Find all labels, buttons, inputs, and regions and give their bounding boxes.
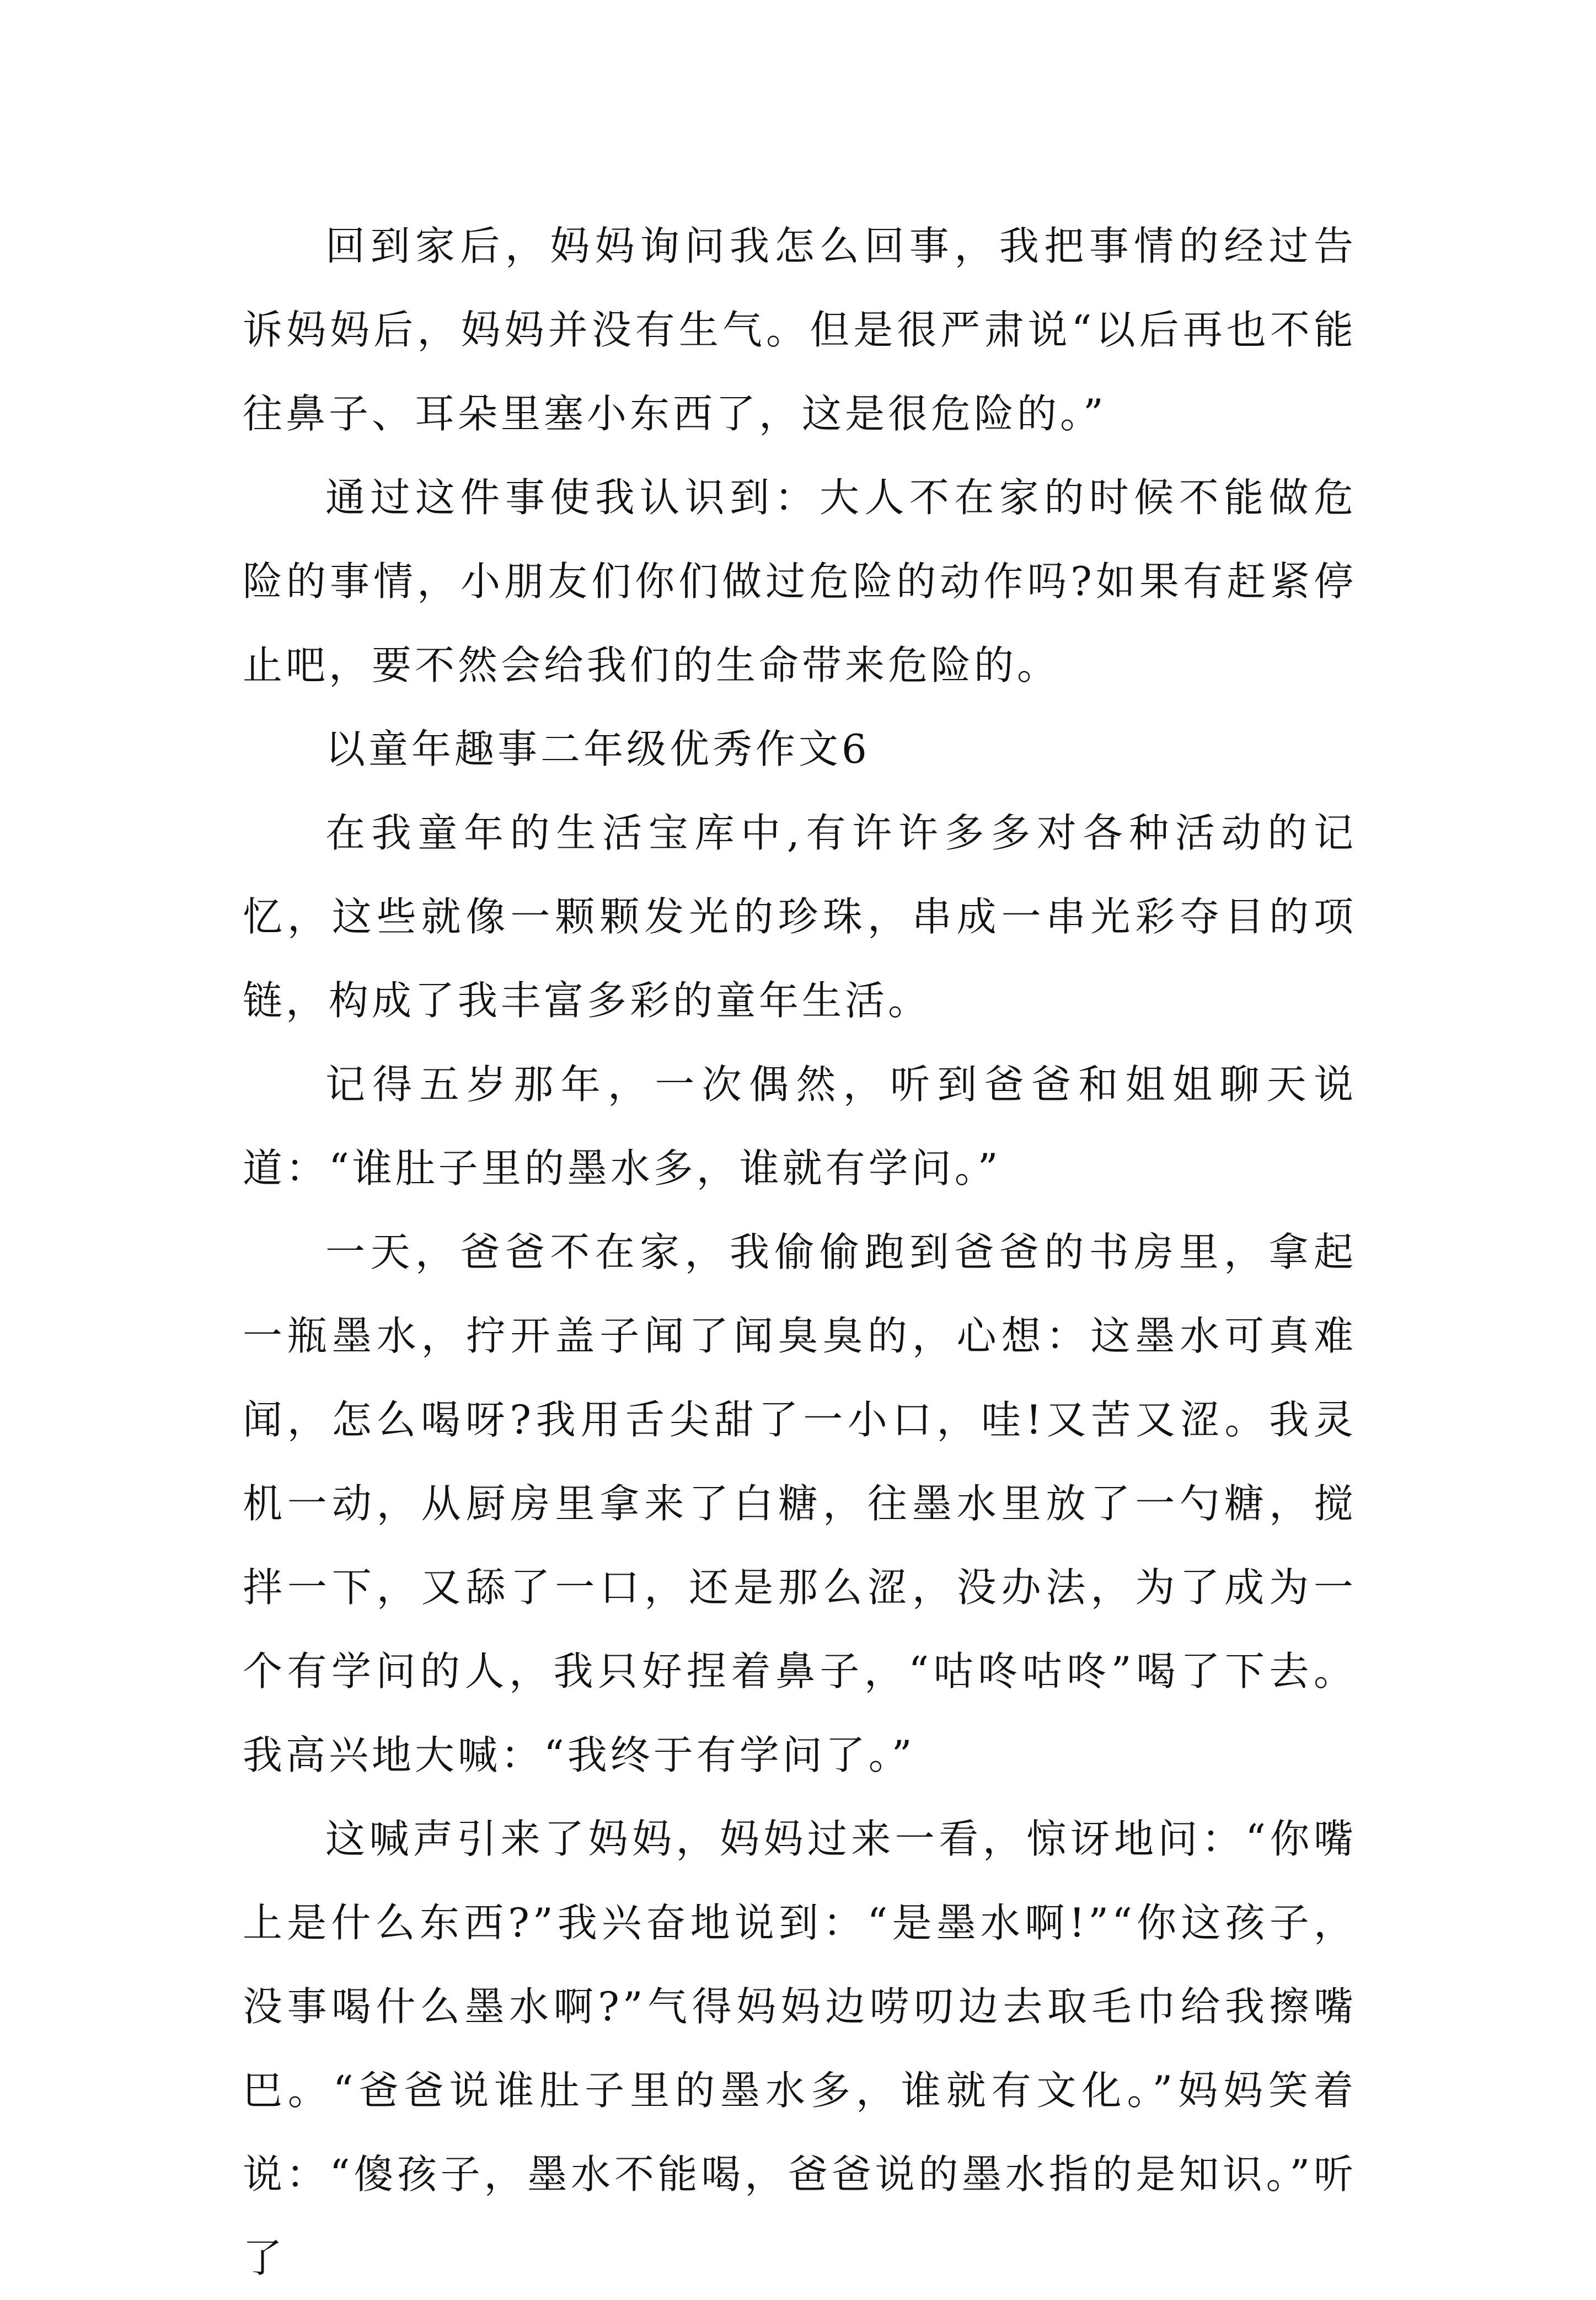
paragraph: 记得五岁那年，一次偶然，听到爸爸和姐姐聊天说道：“谁肚子里的墨水多，谁就有学问。” bbox=[243, 1061, 1357, 1191]
paragraph: 回到家后，妈妈询问我怎么回事，我把事情的经过告诉妈妈后，妈妈并没有生气。但是很严肃说“以后再也不能往鼻子、耳朵里塞小东西了，这是很危险的。” bbox=[243, 223, 1357, 437]
paragraph: 一天，爸爸不在家，我偷偷跑到爸爸的书房里，拿起一瓶墨水，拧开盖子闻了闻臭臭的，心想：这墨水可真难闻，怎么喝呀?我用舌尖甜了一小口，哇!又苦又涩。我灵机一动，从厨房里拿来了白糖，往墨水里放了一勺糖，搅拌一下，又舔了一口，还是那么涩，没办法，为了成为一个有学问的人，我只好捏着鼻子，“咕咚咕咚”喝了下去。我高兴地大喊：“我终于有学问了。” bbox=[243, 1229, 1357, 1778]
document-body bbox=[243, 204, 1357, 2300]
paragraph: 在我童年的生活宝库中,有许许多多对各种活动的记忆，这些就像一颗颗发光的珍珠，串成一串光彩夺目的项链，构成了我丰富多彩的童年生活。 bbox=[243, 810, 1357, 1024]
paragraph: 这喊声引来了妈妈，妈妈过来一看，惊讶地问：“你嘴上是什么东西?”我兴奋地说到：“是墨水啊!”“你这孩子，没事喝什么墨水啊?”气得妈妈边唠叨边去取毛巾给我擦嘴巴。“爸爸说谁肚子里的墨水多，谁就有文化。”妈妈笑着说：“傻孩子，墨水不能喝，爸爸说的墨水指的是知识。”听了 bbox=[243, 1816, 1357, 2281]
paragraph: 通过这件事使我认识到：大人不在家的时候不能做危险的事情，小朋友们你们做过危险的动作吗?如果有赶紧停止吧，要不然会给我们的生命带来危险的。 bbox=[243, 474, 1357, 688]
section-heading: 以童年趣事二年级优秀作文6 bbox=[325, 726, 870, 772]
